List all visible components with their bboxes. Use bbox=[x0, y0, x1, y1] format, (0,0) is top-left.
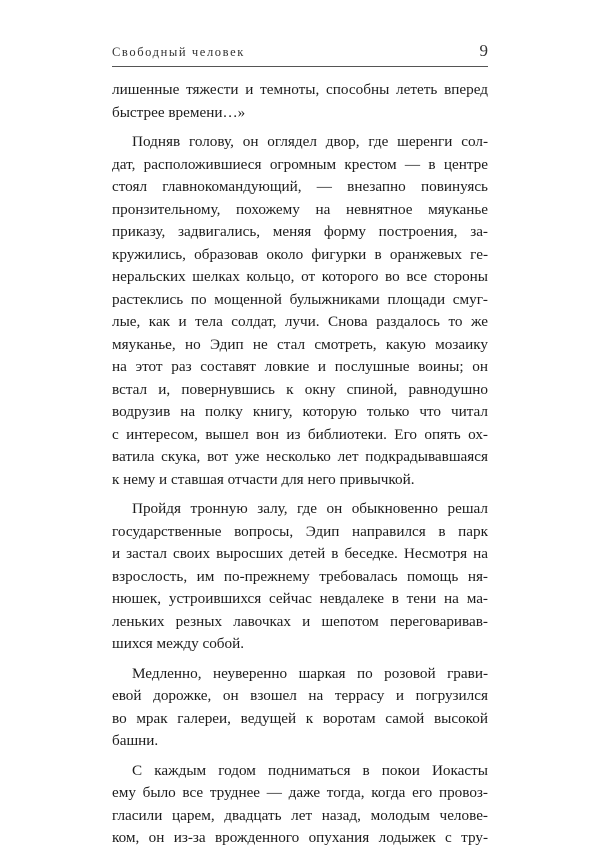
text-line: шихся между собой. bbox=[112, 635, 245, 652]
text-line: башни. bbox=[112, 732, 159, 749]
text-line: приказу, задвигались, меняя форму построения, за- bbox=[112, 223, 488, 240]
text-line: стоял главнокомандующий, — внезапно повинуясь bbox=[112, 178, 488, 195]
text-line: евой дорожке, он взошел на террасу и погрузился bbox=[112, 687, 488, 704]
text-line: С каждым годом подниматься в покои Иокасты bbox=[132, 761, 488, 779]
text-line: растеклись по мощенной булыжниками площади смуг- bbox=[112, 290, 488, 308]
paragraph bbox=[112, 498, 488, 656]
text-line: на этот раз составят ловкие и послушные воины; он bbox=[112, 358, 488, 375]
text-line: кружились, образовав около фигурки в оранжевых ге- bbox=[112, 245, 488, 263]
text-line: во мрак галереи, ведущей к воротам самой высокой bbox=[112, 709, 488, 727]
text-line: быстрее времени…» bbox=[112, 103, 246, 121]
text-line: государственные вопросы, Эдип направился в парк bbox=[112, 522, 488, 540]
text-line: ватила скука, вот уже несколько лет подкрадывавшаяся bbox=[112, 448, 488, 465]
text-line: и застал своих выросших детей в беседке. Несмотря на bbox=[112, 545, 488, 562]
text-line: с интересом, вышел вон из библиотеки. Его опять ох- bbox=[112, 425, 488, 443]
text-line: Подняв голову, он оглядел двор, где шеренги сол- bbox=[132, 133, 488, 150]
text-line: водрузив на полку книгу, которую только что читал bbox=[112, 403, 488, 420]
running-header bbox=[112, 36, 488, 67]
text-line: гласили царем, двадцать лет назад, молодым челове- bbox=[112, 806, 488, 824]
text-line: ему было все труднее — даже тогда, когда его провоз- bbox=[112, 784, 488, 801]
paragraph bbox=[112, 131, 488, 491]
text-line: взрослость, им по-прежнему требовалась помощь ня- bbox=[112, 567, 488, 585]
text-line: леньких резных лавочках и шепотом переговаривав- bbox=[112, 612, 488, 630]
paragraph bbox=[112, 663, 488, 753]
text-line: ком, он из-за врожденного опухания лодыжек с тру- bbox=[112, 829, 488, 846]
text-line: дат, расположившиеся огромным крестом — в центре bbox=[112, 155, 488, 173]
running-title: Свободный человек bbox=[112, 45, 245, 59]
text-line: лишенные тяжести и темноты, способны лететь вперед bbox=[112, 81, 488, 98]
text-line: нюшек, устроившихся сейчас невдалеке в тени на ма- bbox=[112, 590, 488, 607]
text-line: пронзительному, похожему на невнятное мяуканье bbox=[112, 200, 488, 218]
paragraph bbox=[112, 760, 488, 850]
text-line: неральских шелках кольцо, от которого во все стороны bbox=[112, 268, 488, 285]
text-line: встал и, повернувшись к окну спиной, равнодушно bbox=[112, 380, 488, 398]
text-line: к нему и ставшая отчасти для него привычкой. bbox=[112, 470, 415, 488]
page-number: 9 bbox=[479, 41, 488, 60]
text-line: Медленно, неуверенно шаркая по розовой грави- bbox=[132, 664, 488, 682]
paragraph bbox=[112, 79, 488, 124]
text-line: мяуканье, но Эдип не стал смотреть, какую мозаику bbox=[112, 335, 488, 353]
body-text bbox=[112, 79, 488, 857]
text-line: Пройдя тронную залу, где он обыкновенно решал bbox=[132, 500, 488, 517]
text-line: лые, как и тела солдат, лучи. Снова раздалось то же bbox=[112, 313, 488, 330]
